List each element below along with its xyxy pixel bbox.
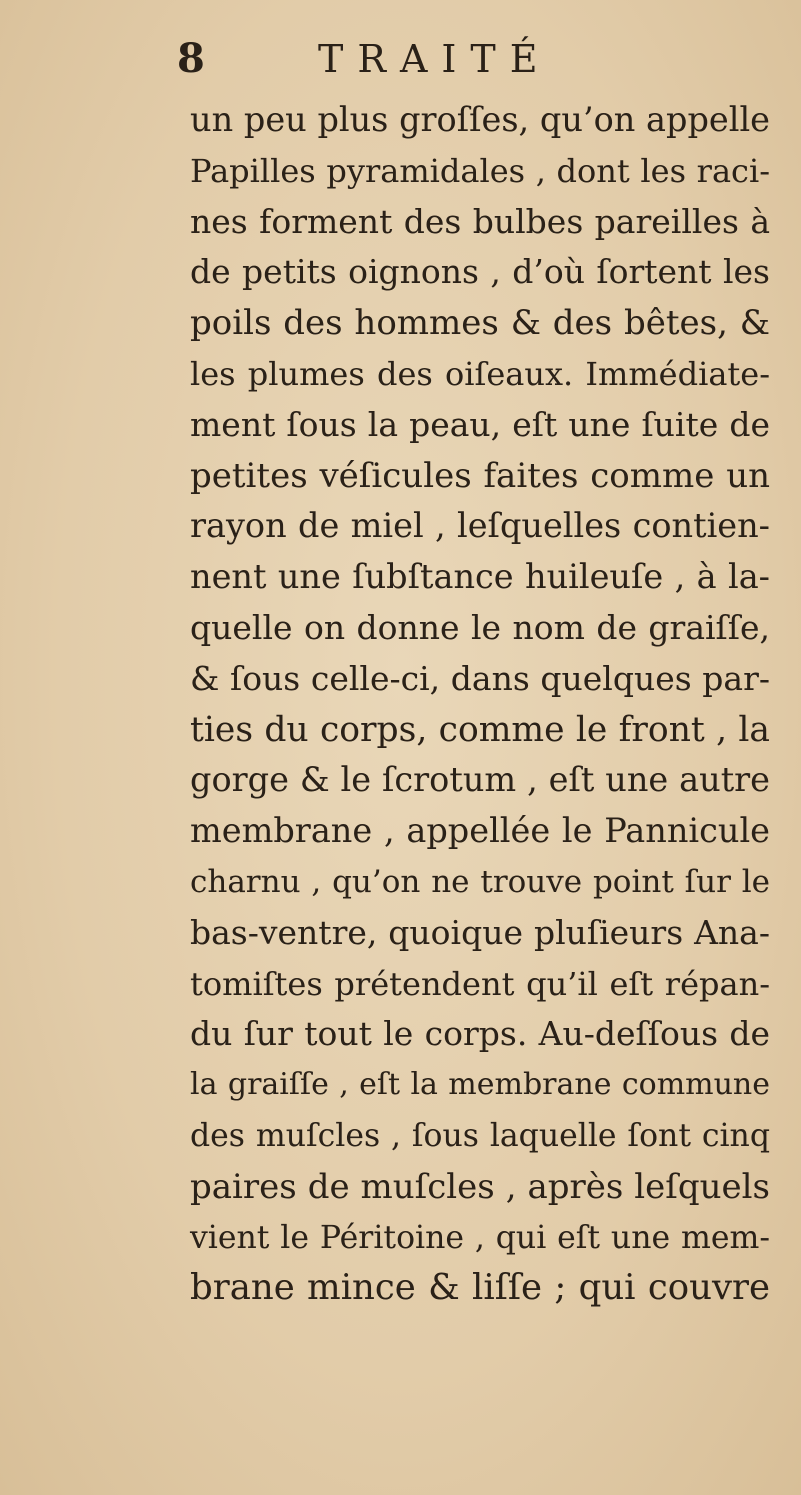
text-line: bas-ventre, quoique pluſieurs Ana- — [190, 912, 770, 952]
text-line: quelle on donne le nom de graiſſe, — [190, 607, 770, 647]
text-line: la graiſſe , eſt la membrane commune — [190, 1067, 770, 1103]
text-line: un peu plus groſſes, qu’on appelle — [190, 100, 770, 139]
text-line: & ſous celle-ci, dans quelques par- — [190, 658, 770, 698]
text-line: du ſur tout le corps. Au-deſſous de — [190, 1014, 770, 1054]
text-line: brane mince & liſſe ; qui couvre — [190, 1267, 770, 1309]
text-line: charnu , qu’on ne trouve point ſur le — [190, 863, 770, 900]
text-line: gorge & le ſcrotum , eſt une autre — [190, 760, 770, 800]
text-line: Papilles pyramidales , dont les raci- — [190, 151, 770, 190]
text-line: membrane , appellée le Pannicule — [190, 811, 770, 851]
text-line: ment ſous la peau, eſt une ſuite de — [190, 404, 770, 444]
text-line: paires de muſcles , après leſquels — [190, 1166, 770, 1207]
page-header — [0, 34, 801, 84]
text-line: nent une ſubſtance huileuſe , à la- — [190, 557, 770, 597]
text-line: petites véſicules faites comme un — [190, 455, 770, 496]
text-line: les plumes des oiſeaux. Immédiate- — [190, 354, 770, 393]
running-title: TRAITÉ — [318, 37, 552, 81]
text-line: des muſcles , ſous laquelle ſont cinq — [190, 1117, 770, 1154]
text-line: nes forment des bulbes pareilles à — [190, 201, 770, 241]
text-line: de petits oignons , d’où ſortent les — [190, 252, 770, 292]
body-text — [190, 95, 770, 1314]
text-line: rayon de miel , leſquelles contien- — [190, 506, 770, 546]
text-line: tomiſtes prétendent qu’il eſt répan- — [190, 964, 770, 1003]
text-line: vient le Péritoine , qui eſt une mem- — [190, 1219, 770, 1256]
text-line: poils des hommes & des bêtes, & — [190, 303, 770, 344]
page-number: 8 — [177, 35, 205, 82]
text-line: ties du corps, comme le front , la — [190, 709, 770, 750]
